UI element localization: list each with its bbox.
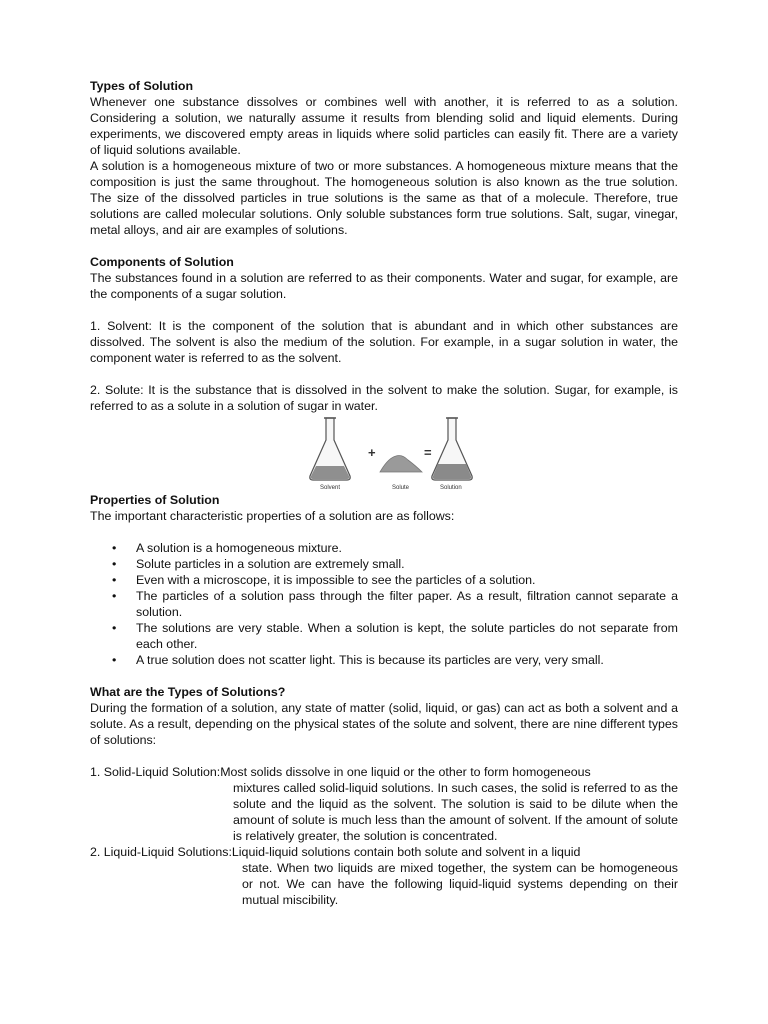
solute-label: Solute xyxy=(392,485,410,490)
solid-liquid-first-line: Most solids dissolve in one liquid or the other to form homogeneous xyxy=(220,765,591,779)
heading-components-of-solution: Components of Solution xyxy=(90,255,234,269)
list-item: • A solution is a homogeneous mixture. xyxy=(90,540,678,556)
paragraph-solvent: 1. Solvent: It is the component of the solution that is abundant and in which other substances are dissolved. The solvent is also the medium of the solution. For example, in a sugar solution in water, the component water is referred to as the solvent. xyxy=(90,319,678,365)
liquid-liquid-rest: state. When two liquids are mixed together, the system can be homogeneous or not. We can have the following liquid-liquid systems depending on their mutual miscibility. xyxy=(242,861,678,907)
solid-liquid-rest: mixtures called solid-liquid solutions. In such cases, the solid is referred to as the solute and the liquid as the solvent. The solution is said to be dilute when the amount of solute is much less than the amount of solvent. If the amount of solute is relatively greater, the solution is concentrated. xyxy=(233,781,678,843)
document-page xyxy=(90,78,678,908)
equals-sign: = xyxy=(424,445,432,460)
paragraph-properties-intro: The important characteristic properties of a solution are as follows: xyxy=(90,509,455,523)
liquid-liquid-lead: 2. Liquid-Liquid Solutions: xyxy=(90,845,232,859)
properties-list xyxy=(90,540,678,668)
solution-flask-icon xyxy=(432,418,472,480)
solid-liquid-item xyxy=(90,764,678,844)
solute-pile-icon xyxy=(380,456,422,473)
plus-sign: + xyxy=(368,445,376,460)
liquid-liquid-item xyxy=(90,844,678,908)
heading-what-are-the-types: What are the Types of Solutions? xyxy=(90,685,286,699)
heading-properties-of-solution: Properties of Solution xyxy=(90,493,220,507)
paragraph-types-intro: During the formation of a solution, any state of matter (solid, liquid, or gas) can act as both a solvent and a solute. As a result, depending on the physical states of the solute and solvent, there are nine different types of solutions: xyxy=(90,701,678,747)
list-item: • The particles of a solution pass through the filter paper. As a result, filtration cannot separate a solution. xyxy=(90,588,678,620)
liquid-liquid-first-line: Liquid-liquid solutions contain both solute and solvent in a liquid xyxy=(231,845,581,859)
list-item: • Solute particles in a solution are extremely small. xyxy=(90,556,678,572)
flask-diagram-illustration xyxy=(304,414,484,490)
solvent-flask-icon xyxy=(310,418,350,480)
list-item: • Even with a microscope, it is impossible to see the particles of a solution. xyxy=(90,572,678,588)
paragraph-solute: 2. Solute: It is the substance that is dissolved in the solvent to make the solution. Sugar, for example, is referred to as a solute in a solution of sugar in water. xyxy=(90,383,678,413)
paragraph-solution-definition: Whenever one substance dissolves or combines well with another, it is referred to as a solution. Considering a solution, we naturally assume it results from blending solid and liquid elements. During experiments, we discovered empty areas in liquids where solid particles can easily fit. There are a variety of liquid solutions available. xyxy=(90,95,678,157)
solution-diagram xyxy=(90,414,678,492)
solution-label: Solution xyxy=(440,485,462,490)
paragraph-components: The substances found in a solution are referred to as their components. Water and sugar, for example, are the components of a sugar solution. xyxy=(90,271,678,301)
list-item: • The solutions are very stable. When a solution is kept, the solute particles do not separate from each other. xyxy=(90,620,678,652)
solvent-label: Solvent xyxy=(320,485,341,490)
paragraph-homogeneous-mixture: A solution is a homogeneous mixture of two or more substances. A homogeneous mixture means that the composition is just the same throughout. The homogeneous solution is also known as the true solution. The size of the dissolved particles in true solutions is the same as that of a molecule. Therefore, true solutions are called molecular solutions. Only soluble substances form true solutions. Salt, sugar, vinegar, metal alloys, and air are examples of solutions. xyxy=(90,159,678,237)
list-item: • A true solution does not scatter light. This is because its particles are very, very small. xyxy=(90,652,678,668)
solid-liquid-lead: 1. Solid-Liquid Solution: xyxy=(90,765,221,779)
heading-types-of-solution: Types of Solution xyxy=(90,79,194,93)
